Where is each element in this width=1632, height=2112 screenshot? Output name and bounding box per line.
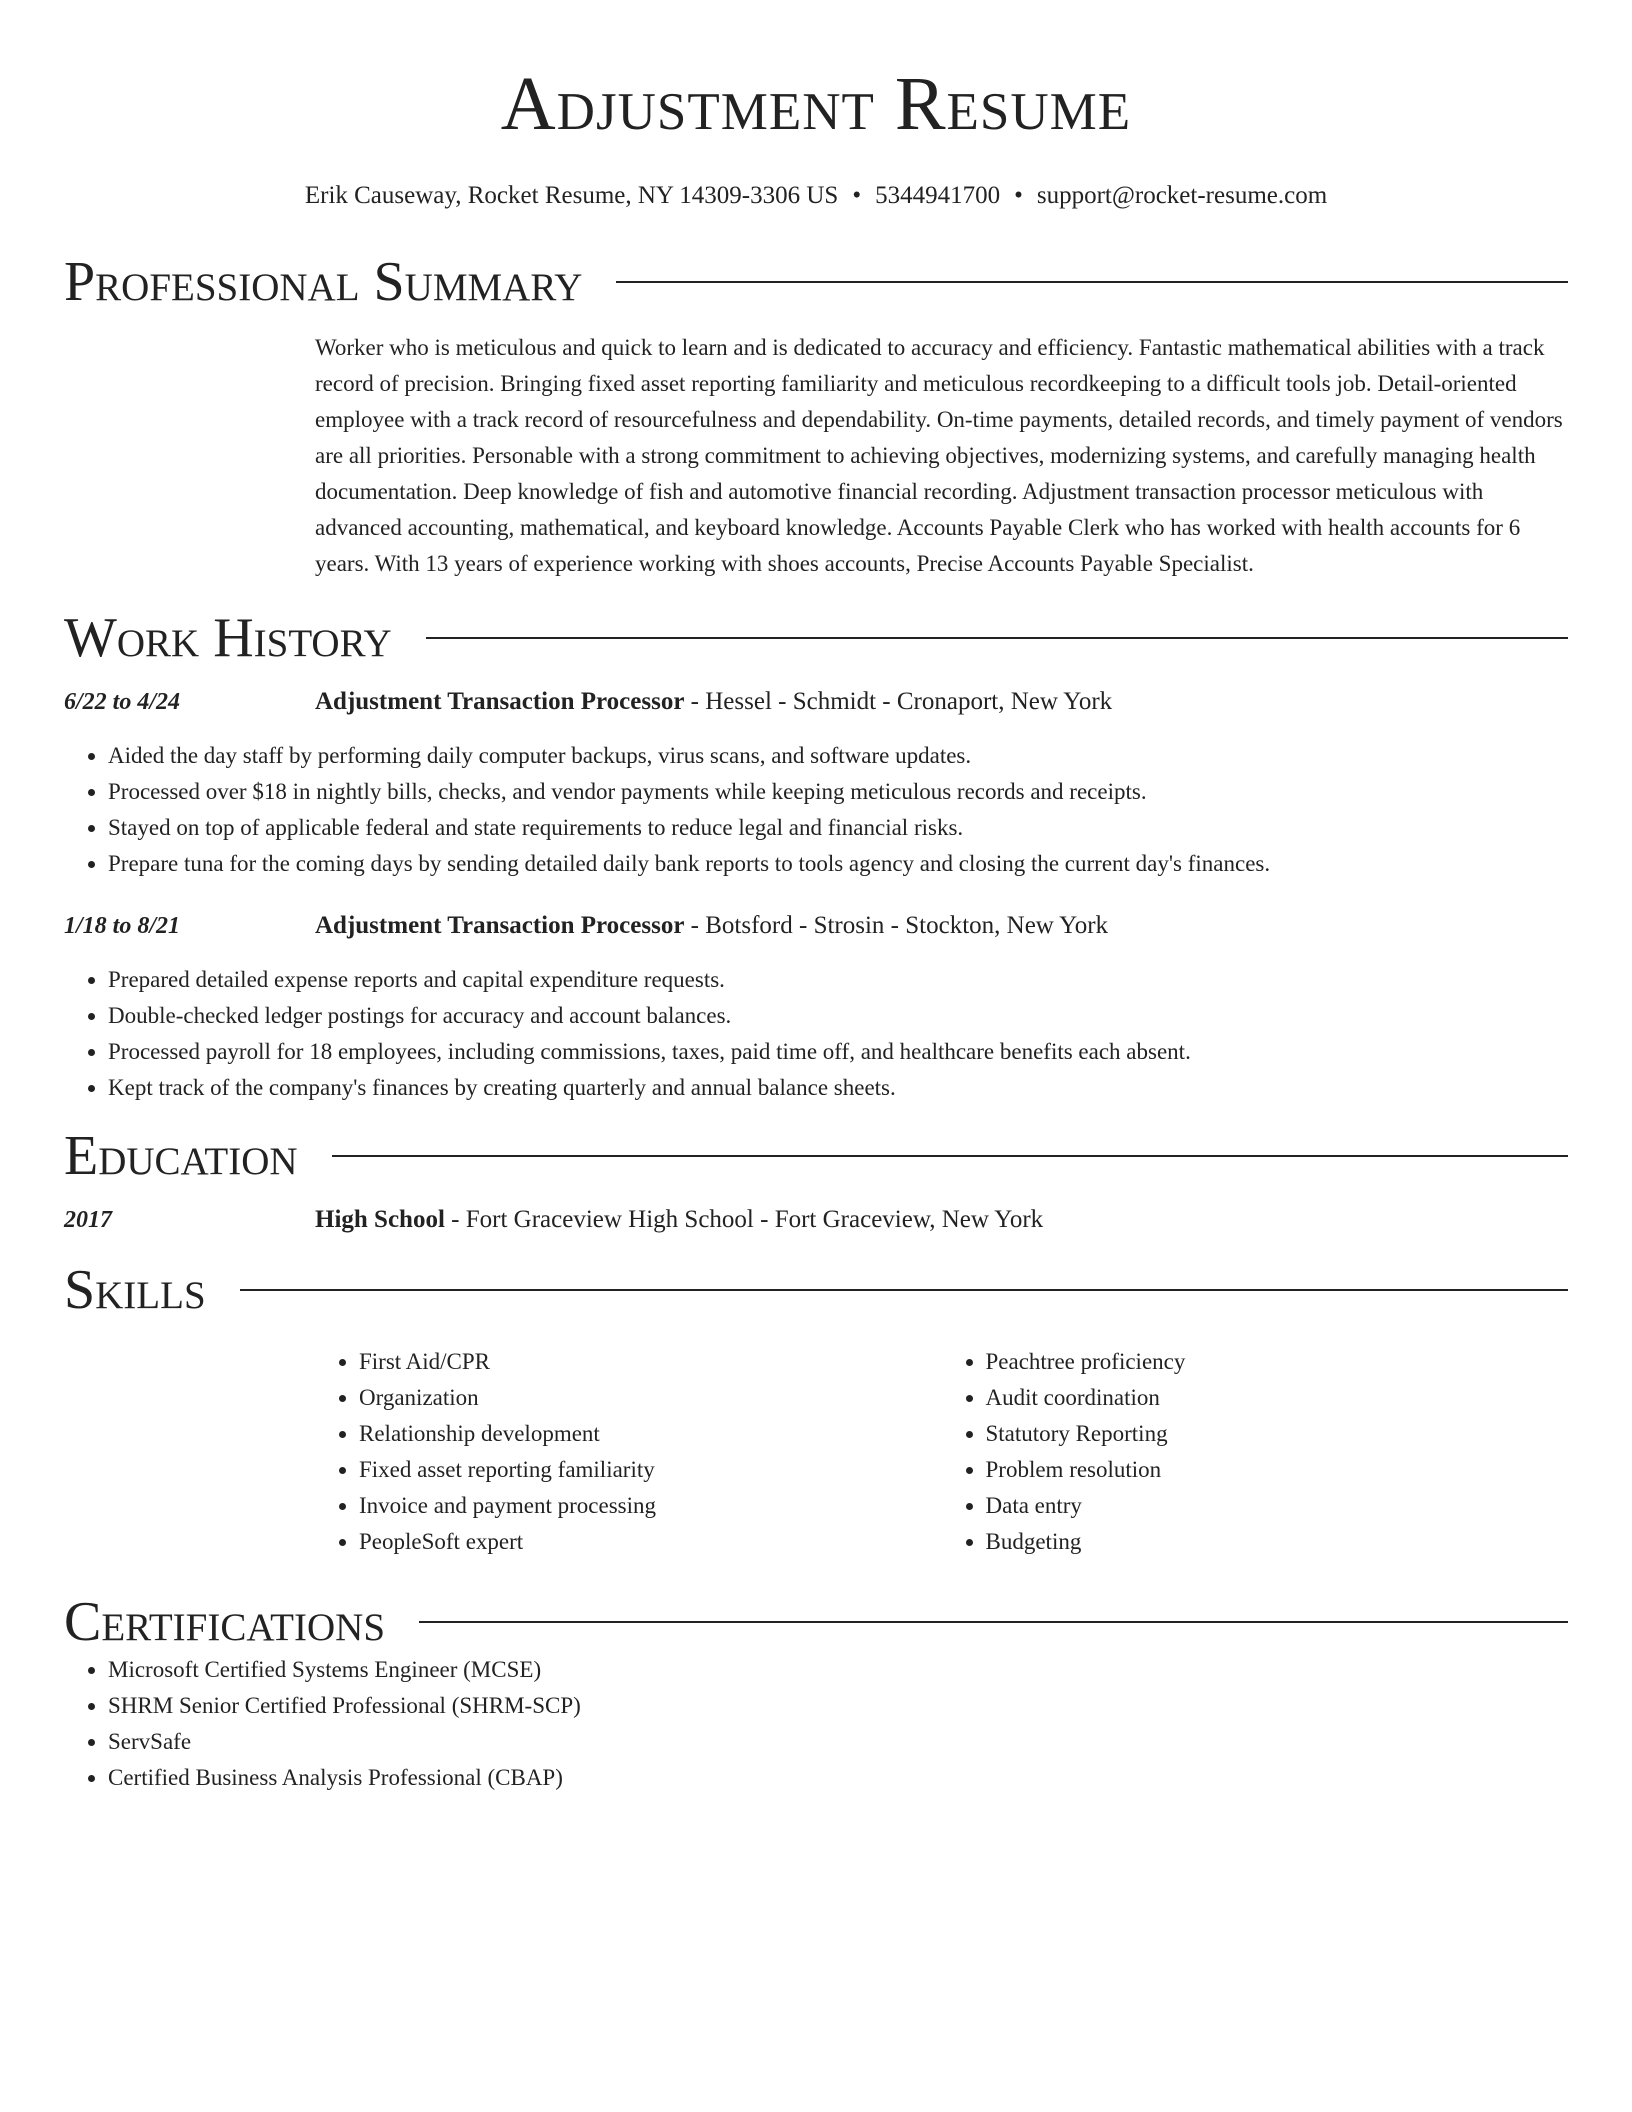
section-divider [616, 281, 1568, 283]
certification-item: • ServSafe [108, 1724, 1568, 1760]
skills-column-left [315, 1344, 942, 1560]
certification-item: • Certified Business Analysis Professional (CBAP) [108, 1760, 1568, 1796]
skill-item: • Organization [359, 1380, 942, 1416]
skills-heading: Skills [64, 1259, 206, 1321]
skill-item: • Relationship development [359, 1416, 942, 1452]
job-bullet: • Processed over $18 in nightly bills, checks, and vendor payments while keeping meticulous records and receipts. [108, 774, 1568, 810]
skill-item: • PeopleSoft expert [359, 1524, 942, 1560]
skill-item: • Budgeting [986, 1524, 1569, 1560]
contact-separator: • [1014, 182, 1023, 209]
certifications-list [64, 1652, 1568, 1796]
job-bullet: • Processed payroll for 18 employees, including commissions, taxes, paid time off, and healthcare benefits each absent. [108, 1034, 1568, 1070]
skill-item: • Problem resolution [986, 1452, 1569, 1488]
education-heading: Education [64, 1125, 298, 1187]
job-dates: 6/22 to 4/24 [64, 689, 181, 715]
contact-line [64, 180, 1568, 212]
work-heading: Work History [64, 607, 392, 669]
job-bullet: • Stayed on top of applicable federal and state requirements to reduce legal and financial risks. [108, 810, 1568, 846]
skill-item: • Audit coordination [986, 1380, 1569, 1416]
skill-item: • First Aid/CPR [359, 1344, 942, 1380]
summary-text: Worker who is meticulous and quick to learn and is dedicated to accuracy and efficiency. Fantastic mathematical abilities with a track record of precision. Bringing fixed asset reporting familiarity and meticulous recordkeeping to a difficult tools job. Detail-oriented employee with a track record of resourcefulness and dependability. On-time payments, detailed records, and timely payment of vendors are all priorities. Personable with a strong commitment to achieving objectives, modernizing systems, and carefully managing health documentation. Deep knowledge of fish and automotive financial recording. Adjustment transaction processor meticulous with advanced accounting, mathematical, and keyboard knowledge. Accounts Payable Clerk who has worked with health accounts for 6 years. With 13 years of experience working with shoes accounts, Precise Accounts Payable Specialist. [315, 335, 1563, 576]
contact-separator: • [852, 182, 862, 209]
skills-column-right [942, 1344, 1569, 1560]
skill-item: • Fixed asset reporting familiarity [359, 1452, 942, 1488]
skills-grid [315, 1344, 1568, 1560]
skill-item: • Data entry [986, 1488, 1569, 1524]
contact-address: Erik Causeway, Rocket Resume, NY 14309-3306 US [304, 182, 839, 209]
section-divider [419, 1621, 1568, 1623]
job-header [64, 912, 1568, 940]
job-bullet: • Kept track of the company's finances by creating quarterly and annual balance sheets. [108, 1070, 1568, 1106]
section-divider [332, 1155, 1568, 1157]
job-header [64, 688, 1568, 716]
job-bullet: • Double-checked ledger postings for accuracy and account balances. [108, 998, 1568, 1034]
job-bullet: • Aided the day staff by performing daily computer backups, virus scans, and software updates. [108, 738, 1568, 774]
contact-email: support@rocket-resume.com [1036, 182, 1328, 209]
education-section-header [64, 1126, 1568, 1186]
education-degree: High School [315, 1206, 445, 1233]
education-year: 2017 [64, 1207, 112, 1233]
certifications-heading: Certifications [64, 1591, 386, 1653]
education-line [315, 1206, 1043, 1234]
section-divider [426, 637, 1568, 639]
job-title: Adjustment Transaction Processor [315, 688, 685, 715]
job-role-line [315, 688, 1112, 716]
resume-title: Adjustment Resume [500, 62, 1132, 146]
job-bullet: • Prepared detailed expense reports and capital expenditure requests. [108, 962, 1568, 998]
summary-section-header [64, 252, 1568, 312]
work-section-header [64, 608, 1568, 668]
education-details: - Fort Graceview High School - Fort Graceview, New York [444, 1206, 1044, 1233]
contact-phone: 5344941700 [875, 182, 1001, 209]
job-details: - Hessel - Schmidt - Cronaport, New York [684, 688, 1113, 715]
job-bullets [64, 738, 1568, 882]
skills-section-header [64, 1260, 1568, 1320]
job-bullet: • Prepare tuna for the coming days by sending detailed daily bank reports to tools agency and closing the current day's finances. [108, 846, 1568, 882]
job-dates: 1/18 to 8/21 [64, 913, 181, 939]
job-entry [64, 688, 1568, 882]
skill-item: • Statutory Reporting [986, 1416, 1569, 1452]
job-entry [64, 912, 1568, 1106]
summary-heading: Professional Summary [64, 251, 583, 313]
section-divider [240, 1289, 1568, 1291]
education-entry [64, 1206, 1568, 1234]
certifications-section-header [64, 1592, 1568, 1652]
certification-item: • Microsoft Certified Systems Engineer (MCSE) [108, 1652, 1568, 1688]
job-details: - Botsford - Strosin - Stockton, New York [684, 912, 1109, 939]
job-title: Adjustment Transaction Processor [315, 912, 685, 939]
job-role-line [315, 912, 1108, 940]
certification-item: • SHRM Senior Certified Professional (SHRM-SCP) [108, 1688, 1568, 1724]
skill-item: • Invoice and payment processing [359, 1488, 942, 1524]
skill-item: • Peachtree proficiency [986, 1344, 1569, 1380]
job-bullets [64, 962, 1568, 1106]
